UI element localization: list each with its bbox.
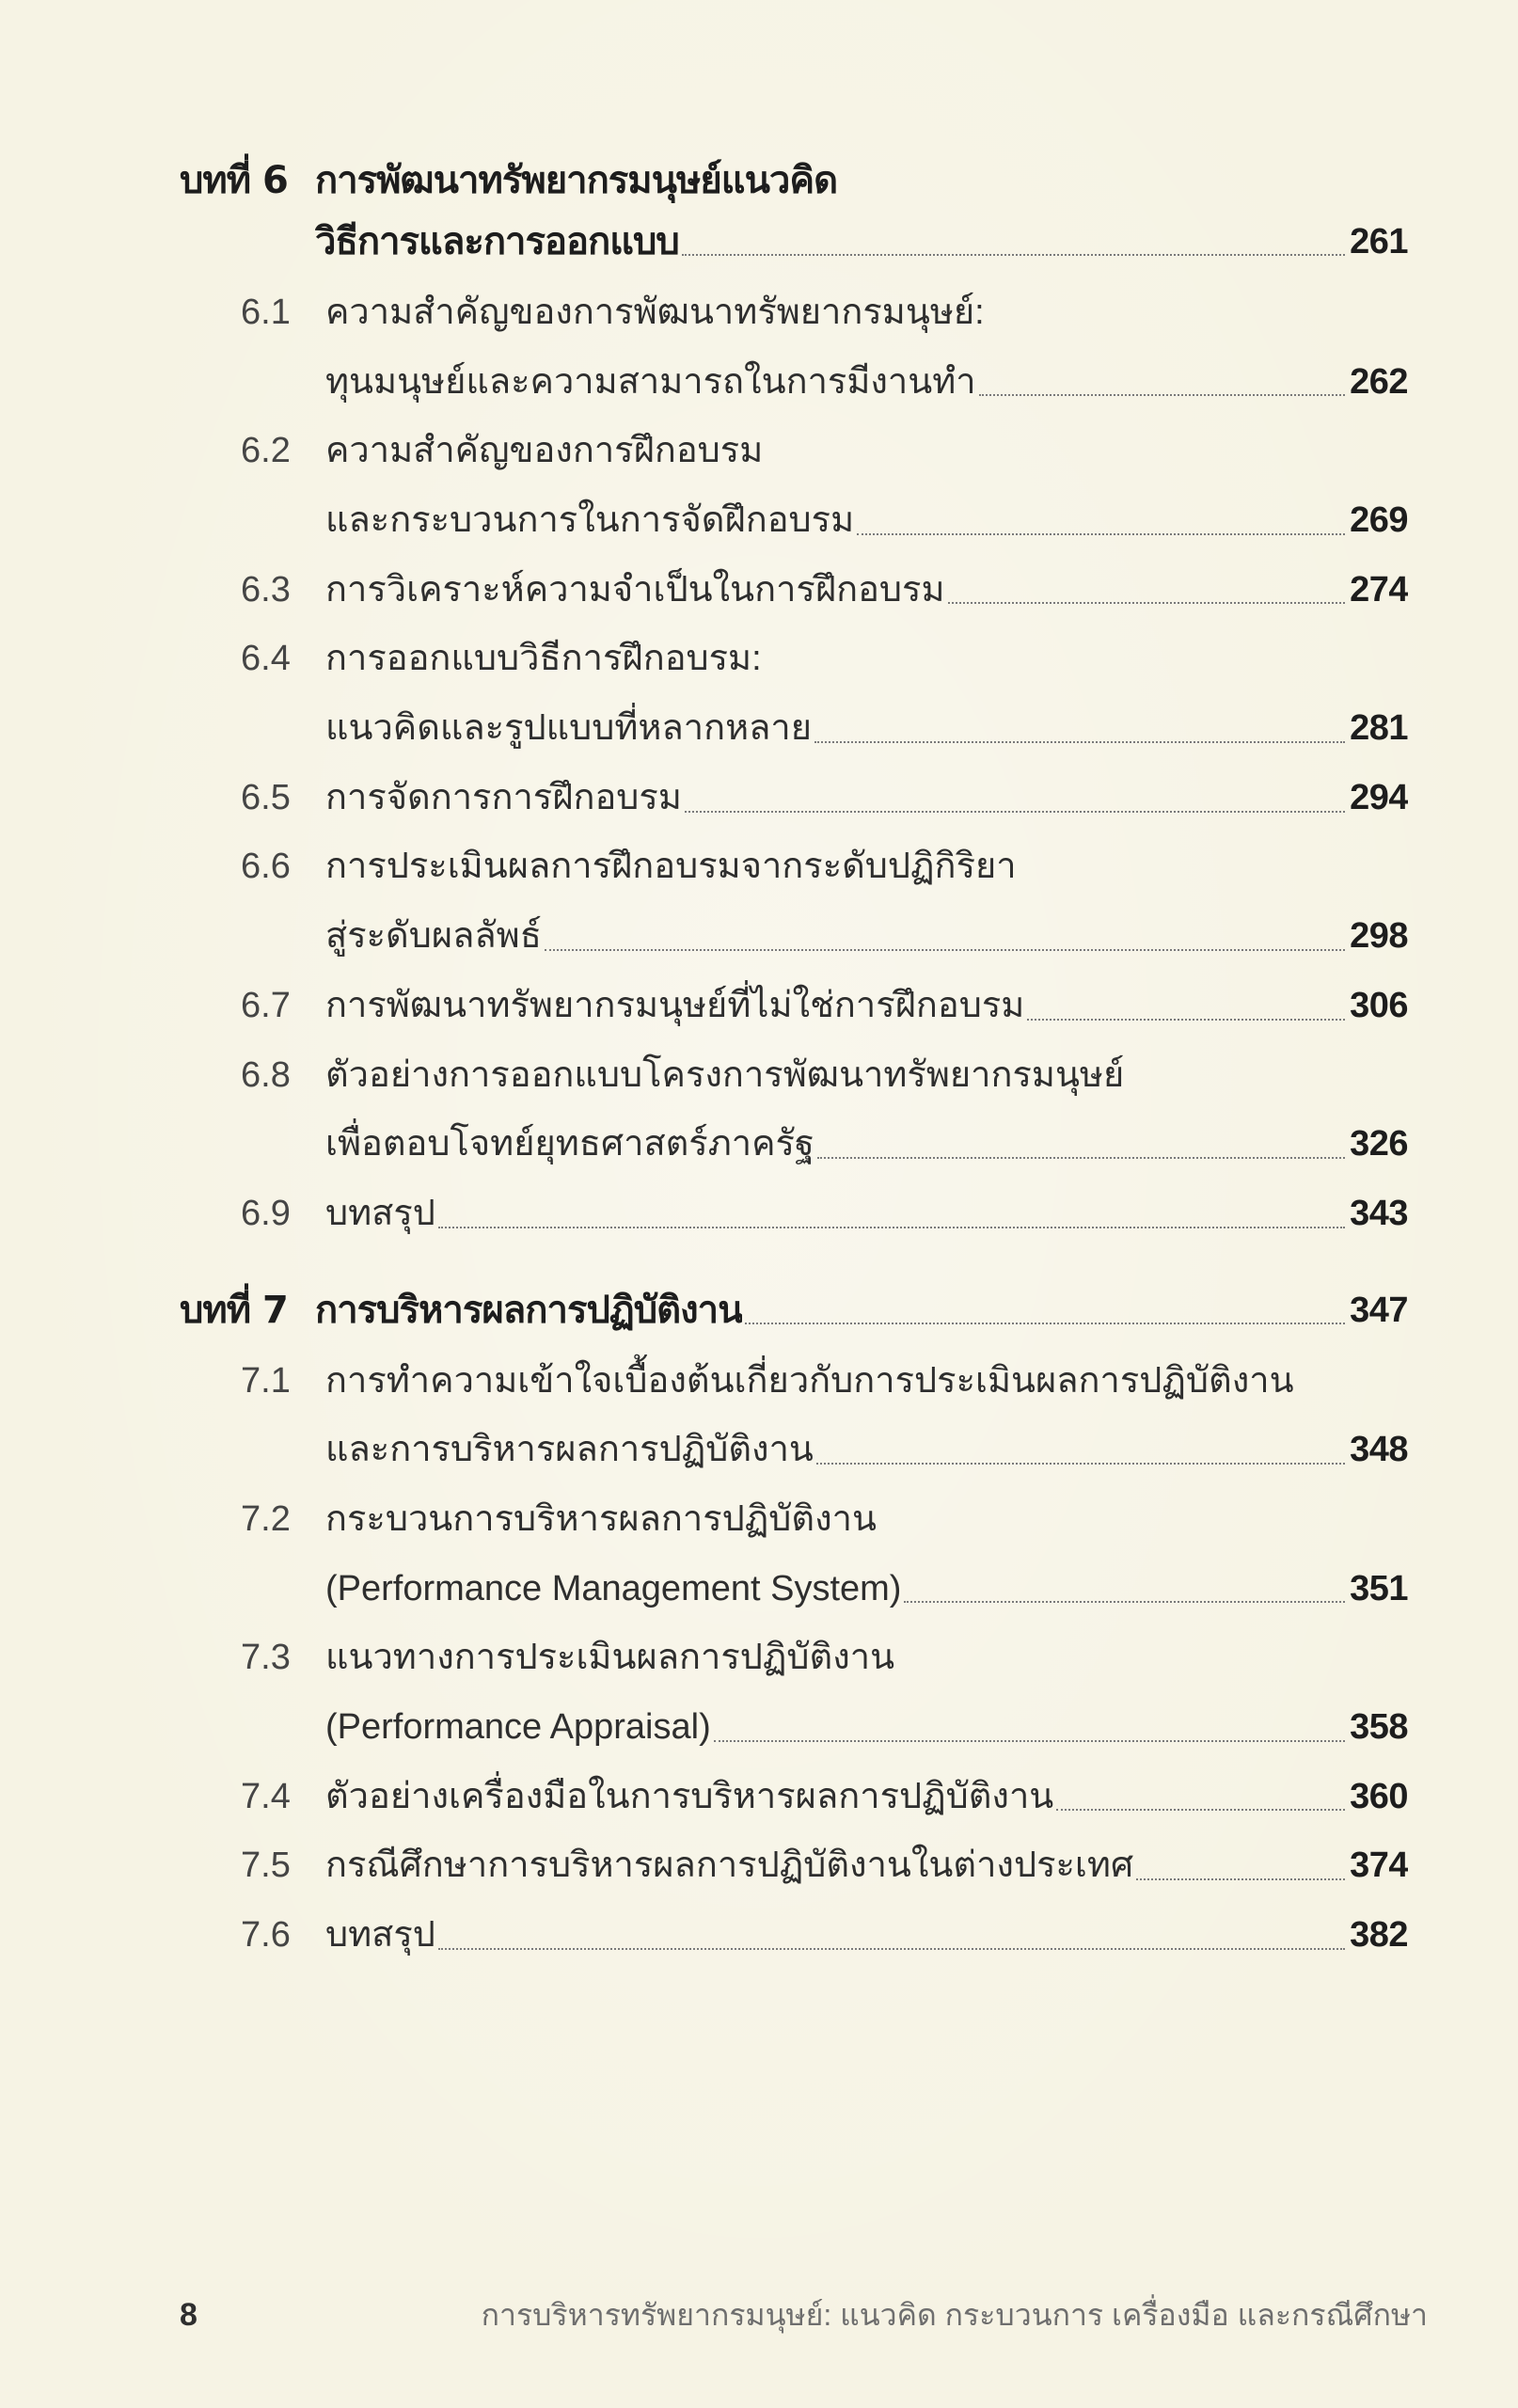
page-ref: 347 bbox=[1350, 1290, 1408, 1330]
toc-entry-7-6 bbox=[180, 1901, 1408, 1971]
chapter-heading bbox=[180, 1280, 1408, 1341]
toc-entry-7-2 bbox=[180, 1485, 1408, 1624]
section-title: เพื่อตอบโจทย์ยุทธศาสตร์ภาครัฐ bbox=[325, 1124, 814, 1164]
dot-leader bbox=[857, 533, 1345, 535]
toc-entry-7-3 bbox=[180, 1624, 1408, 1762]
section-title: กระบวนการบริหารผลการปฏิบัติงาน bbox=[325, 1498, 877, 1539]
section-title: การประเมินผลการฝึกอบรมจากระดับปฏิกิริยา bbox=[325, 847, 1017, 887]
section-title: การพัฒนาทรัพยากรมนุษย์ที่ไม่ใช่การฝึกอบรม bbox=[325, 985, 1025, 1025]
chapter-heading bbox=[180, 150, 1408, 273]
toc-entry-6-9 bbox=[180, 1180, 1408, 1249]
toc-entry-6-7 bbox=[180, 972, 1408, 1041]
chapter-title: การพัฒนาทรัพยากรมนุษย์แนวคิด bbox=[315, 159, 838, 202]
section-number: 6.8 bbox=[241, 1054, 291, 1095]
page-ref: 269 bbox=[1350, 500, 1408, 541]
section-number: 6.7 bbox=[241, 985, 291, 1025]
dot-leader bbox=[714, 1740, 1345, 1742]
section-title: และกระบวนการในการจัดฝึกอบรม bbox=[325, 500, 855, 541]
toc-entry-6-4 bbox=[180, 625, 1408, 763]
section-number: 6.5 bbox=[241, 777, 291, 817]
page-ref: 382 bbox=[1350, 1915, 1408, 1956]
page-ref: 360 bbox=[1350, 1776, 1408, 1816]
section-number: 7.5 bbox=[241, 1846, 291, 1886]
chapter-heading-line bbox=[180, 150, 1408, 212]
chapter-heading-line bbox=[180, 212, 1408, 273]
toc-entry-7-5 bbox=[180, 1831, 1408, 1901]
section-number: 6.3 bbox=[241, 569, 291, 610]
dot-leader bbox=[817, 1157, 1345, 1159]
section-title: (Performance Management System) bbox=[325, 1568, 902, 1608]
dot-leader bbox=[545, 949, 1345, 951]
dot-leader bbox=[816, 1463, 1345, 1465]
chapter-label: บทที่ 6 bbox=[180, 159, 288, 202]
toc-entry-6-2 bbox=[180, 417, 1408, 555]
dot-leader bbox=[438, 1948, 1345, 1950]
page-ref: 326 bbox=[1350, 1124, 1408, 1164]
section-title: ตัวอย่างเครื่องมือในการบริหารผลการปฏิบัติงาน bbox=[325, 1776, 1054, 1816]
chapter-label: บทที่ 7 bbox=[180, 1288, 288, 1332]
section-title: การออกแบบวิธีการฝึกอบรม: bbox=[325, 639, 762, 679]
section-title: (Performance Appraisal) bbox=[325, 1707, 711, 1748]
page-footer bbox=[180, 2287, 1428, 2343]
toc-entry-6-5 bbox=[180, 764, 1408, 833]
section-number: 7.4 bbox=[241, 1776, 291, 1816]
section-number: 7.3 bbox=[241, 1638, 291, 1678]
page-ref: 298 bbox=[1350, 916, 1408, 957]
toc-entry-7-4 bbox=[180, 1763, 1408, 1832]
section-title: สู่ระดับผลลัพธ์ bbox=[325, 916, 542, 957]
dot-leader bbox=[904, 1601, 1345, 1603]
dot-leader bbox=[438, 1227, 1345, 1228]
toc-entry-6-8 bbox=[180, 1041, 1408, 1180]
dot-leader bbox=[948, 602, 1345, 604]
page-ref: 343 bbox=[1350, 1193, 1408, 1233]
page-ref: 374 bbox=[1350, 1846, 1408, 1886]
section-number: 6.6 bbox=[241, 847, 291, 887]
page-ref: 262 bbox=[1350, 361, 1408, 402]
section-number: 6.2 bbox=[241, 431, 291, 471]
chapter-title: การบริหารผลการปฏิบัติงาน bbox=[315, 1288, 743, 1332]
dot-leader bbox=[685, 811, 1345, 813]
section-title: การวิเคราะห์ความจำเป็นในการฝึกอบรม bbox=[325, 569, 945, 610]
section-title: ความสำคัญของการฝึกอบรม bbox=[325, 431, 764, 471]
page-ref: 358 bbox=[1350, 1707, 1408, 1748]
section-title: ทุนมนุษย์และความสามารถในการมีงานทำ bbox=[325, 361, 976, 402]
section-number: 6.1 bbox=[241, 292, 291, 332]
folio-number: 8 bbox=[180, 2296, 198, 2333]
dot-leader bbox=[979, 394, 1345, 396]
section-title: การจัดการการฝึกอบรม bbox=[325, 777, 682, 817]
chapter-title: วิธีการและการออกแบบ bbox=[315, 220, 679, 263]
section-title: แนวคิดและรูปแบบที่หลากหลาย bbox=[325, 708, 813, 749]
toc-entry-6-1 bbox=[180, 278, 1408, 417]
page-ref: 351 bbox=[1350, 1568, 1408, 1608]
page-ref: 261 bbox=[1350, 222, 1408, 261]
dot-leader bbox=[682, 254, 1345, 256]
section-number: 7.2 bbox=[241, 1498, 291, 1539]
table-of-contents bbox=[180, 150, 1408, 1971]
section-title: บทสรุป bbox=[325, 1915, 435, 1956]
section-number: 6.4 bbox=[241, 639, 291, 679]
section-number: 6.9 bbox=[241, 1193, 291, 1233]
chapter-7 bbox=[180, 1280, 1408, 1971]
section-title: แนวทางการประเมินผลการปฏิบัติงาน bbox=[325, 1638, 895, 1678]
dot-leader bbox=[814, 741, 1345, 743]
page-ref: 348 bbox=[1350, 1430, 1408, 1470]
section-number: 7.6 bbox=[241, 1915, 291, 1956]
toc-entry-6-6 bbox=[180, 833, 1408, 972]
section-title: ความสำคัญของการพัฒนาทรัพยากรมนุษย์: bbox=[325, 292, 985, 332]
page-ref: 281 bbox=[1350, 708, 1408, 749]
chapter-6 bbox=[180, 150, 1408, 1249]
page-ref: 274 bbox=[1350, 569, 1408, 610]
page-ref: 294 bbox=[1350, 777, 1408, 817]
dot-leader bbox=[1027, 1019, 1345, 1021]
toc-entry-6-3 bbox=[180, 556, 1408, 626]
section-title: การทำความเข้าใจเบื้องต้นเกี่ยวกับการประเมินผลการปฏิบัติงาน bbox=[325, 1360, 1294, 1401]
section-title: และการบริหารผลการปฏิบัติงาน bbox=[325, 1430, 814, 1470]
dot-leader bbox=[745, 1323, 1345, 1324]
dot-leader bbox=[1136, 1878, 1345, 1880]
chapter-heading-line bbox=[180, 1280, 1408, 1341]
section-title: กรณีศึกษาการบริหารผลการปฏิบัติงานในต่างประเทศ bbox=[325, 1846, 1134, 1886]
page-ref: 306 bbox=[1350, 985, 1408, 1025]
section-number: 7.1 bbox=[241, 1360, 291, 1401]
section-title: บทสรุป bbox=[325, 1193, 435, 1233]
toc-entry-7-1 bbox=[180, 1347, 1408, 1485]
running-title: การบริหารทรัพยากรมนุษย์: แนวคิด กระบวนการ เครื่องมือ และกรณีศึกษา bbox=[481, 2297, 1428, 2332]
section-title: ตัวอย่างการออกแบบโครงการพัฒนาทรัพยากรมนุษย์ bbox=[325, 1054, 1125, 1095]
dot-leader bbox=[1056, 1809, 1345, 1811]
